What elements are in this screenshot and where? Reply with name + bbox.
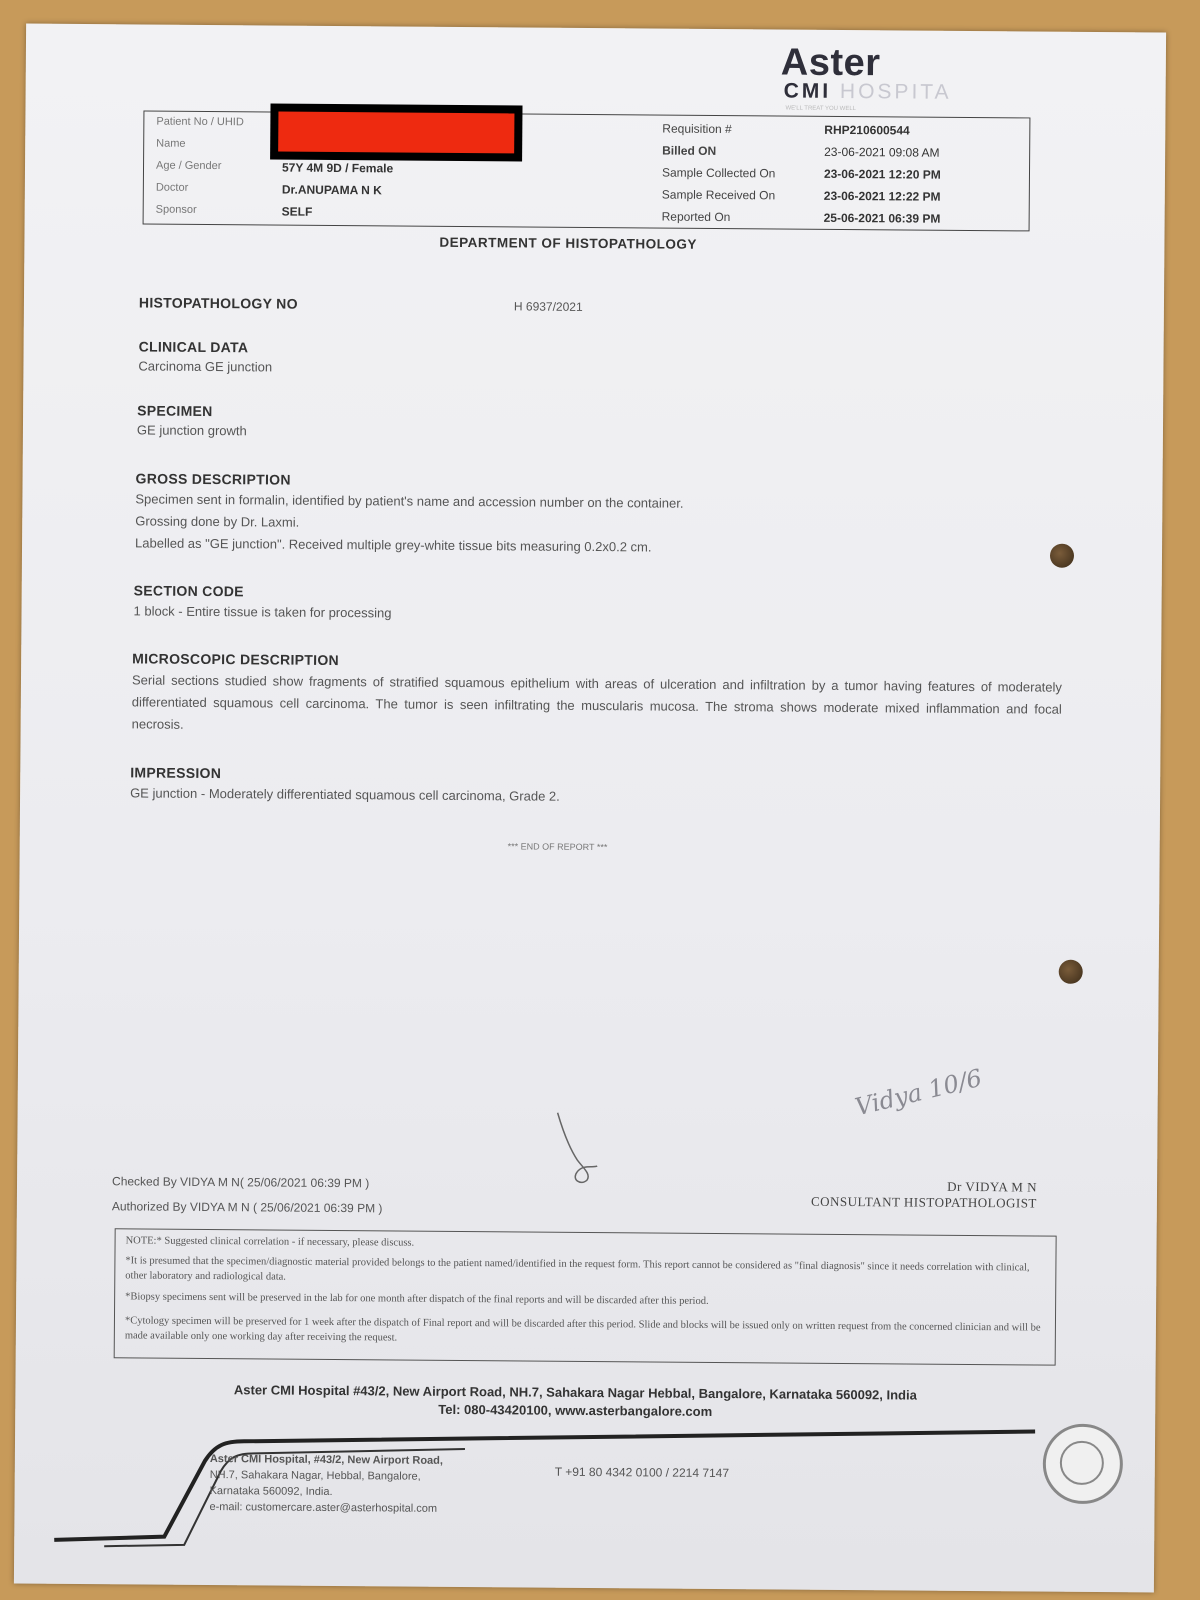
footer-addr-2: NH.7, Sahakara Nagar, Hebbal, Bangalore,: [209, 1469, 421, 1483]
section-code-text: 1 block - Entire tissue is taken for processing: [133, 603, 392, 621]
label-age-gender: Age / Gender: [155, 159, 222, 173]
note-1: NOTE:* Suggested clinical correlation - if necessary, please discuss.: [125, 1235, 415, 1249]
footer-addr-1: Aster CMI Hospital, #43/2, New Airport Road,: [209, 1453, 444, 1467]
handwritten-note: Vidya 10/6: [852, 1063, 985, 1122]
specimen-text: GE junction growth: [136, 422, 247, 439]
footer-address: [209, 1451, 443, 1517]
redaction-block: [270, 103, 522, 161]
impression-heading: IMPRESSION: [130, 764, 222, 782]
value-reported: 25-06-2021 06:39 PM: [823, 210, 941, 226]
note-4: *Cytology specimen will be preserved for 1 week after the dispatch of Final report and will be discarded after this period. Slide and blocks will be issued only on written request from the concerned clinician and will be made available only one working day after receiving the request.: [124, 1315, 1041, 1344]
logo-hospital-text: HOSPITA: [839, 79, 952, 104]
checked-by: Checked By VIDYA M N( 25/06/2021 06:39 PM ): [111, 1174, 370, 1191]
microscopic-heading: MICROSCOPIC DESCRIPTION: [132, 650, 340, 669]
value-requisition: RHP210600544: [824, 122, 910, 138]
gross-line-2: Grossing done by Dr. Laxmi.: [135, 513, 300, 530]
label-reported: Reported On: [661, 209, 731, 225]
report-page: [14, 24, 1166, 1593]
value-sponsor: SELF: [281, 204, 313, 219]
authorized-by: Authorized By VIDYA M N ( 25/06/2021 06:39 PM ): [111, 1199, 383, 1216]
impression-text: GE junction - Moderately differentiated squamous cell carcinoma, Grade 2.: [130, 785, 560, 804]
punch-hole-upper: [1050, 544, 1074, 568]
microscopic-text: Serial sections studied show fragments of stratified squamous epithelium with areas of ulceration and infiltration by a tumor having features of moderately differentiated squamous cell carcinoma. The tumor is seen infiltrating the muscularis mucosa. The stroma shows moderate mixed inflammation and focal necrosis.: [131, 672, 1063, 732]
address-line: Aster CMI Hospital #43/2, New Airport Road, NH.7, Sahakara Nagar Hebbal, Bangalore, Karnataka 560092, India: [233, 1382, 917, 1403]
value-doctor: Dr.ANUPAMA N K: [281, 182, 382, 198]
label-doctor: Doctor: [155, 181, 189, 194]
footer-addr-3: Karnataka 560092, India.: [209, 1485, 333, 1498]
doctor-title: CONSULTANT HISTOPATHOLOGIST: [810, 1193, 1037, 1211]
punch-hole-lower: [1059, 960, 1083, 984]
label-patient-no: Patient No / UHID: [156, 115, 244, 129]
accreditation-seal: [1043, 1424, 1124, 1505]
clinical-data-text: Carcinoma GE junction: [138, 358, 273, 375]
value-age-gender: 57Y 4M 9D / Female: [281, 160, 394, 176]
label-billed: Billed ON: [662, 143, 717, 158]
tel-line: Tel: 080-43420100, www.asterbangalore.com: [438, 1401, 713, 1419]
gross-line-3: Labelled as "GE junction". Received multiple grey-white tissue bits measuring 0.2x0.2 cm.: [135, 535, 652, 555]
note-2: *It is presumed that the specimen/diagnostic material provided belongs to the patient named/identified in the request form. This report cannot be considered as "final diagnosis" since it needs correlation with clinical, other laboratory and radiological data.: [125, 1255, 1030, 1283]
footer-phone: T +91 80 4342 0100 / 2214 7147: [554, 1464, 730, 1481]
value-collected: 23-06-2021 12:20 PM: [823, 166, 941, 182]
gross-line-1: Specimen sent in formalin, identified by patient's name and accession number on the container.: [135, 491, 684, 511]
value-received: 23-06-2021 12:22 PM: [823, 188, 941, 204]
histo-no-value: H 6937/2021: [513, 299, 583, 314]
signature-mark: [547, 1108, 608, 1188]
logo-tagline: WE'LL TREAT YOU WELL: [785, 105, 857, 113]
footer-email: e-mail: customercare.aster@asterhospital.com: [209, 1501, 438, 1515]
gross-heading: GROSS DESCRIPTION: [135, 470, 291, 488]
histo-no-label: HISTOPATHOLOGY NO: [138, 294, 298, 312]
label-received: Sample Received On: [661, 187, 776, 203]
hospital-logo-sub: [784, 79, 952, 104]
value-billed: 23-06-2021 09:08 AM: [824, 144, 940, 160]
department-title: DEPARTMENT OF HISTOPATHOLOGY: [439, 234, 698, 252]
section-code-heading: SECTION CODE: [133, 582, 244, 600]
note-3: *Biopsy specimens sent will be preserved in the lab for one month after dispatch of the final reports and will be discarded after this period.: [125, 1291, 709, 1307]
label-collected: Sample Collected On: [661, 165, 776, 181]
notes-box: [114, 1228, 1057, 1365]
footer-swoosh: [44, 1420, 1045, 1560]
label-sponsor: Sponsor: [155, 203, 197, 216]
specimen-heading: SPECIMEN: [137, 402, 213, 420]
clinical-data-heading: CLINICAL DATA: [138, 338, 249, 356]
doctor-name: Dr VIDYA M N: [947, 1178, 1038, 1195]
hospital-address: [125, 1380, 1025, 1423]
hospital-logo: Aster: [780, 41, 881, 85]
logo-cmi-text: CMI: [783, 79, 832, 103]
label-name: Name: [156, 137, 186, 150]
label-requisition: Requisition #: [662, 121, 732, 137]
end-of-report: *** END OF REPORT ***: [507, 841, 608, 853]
